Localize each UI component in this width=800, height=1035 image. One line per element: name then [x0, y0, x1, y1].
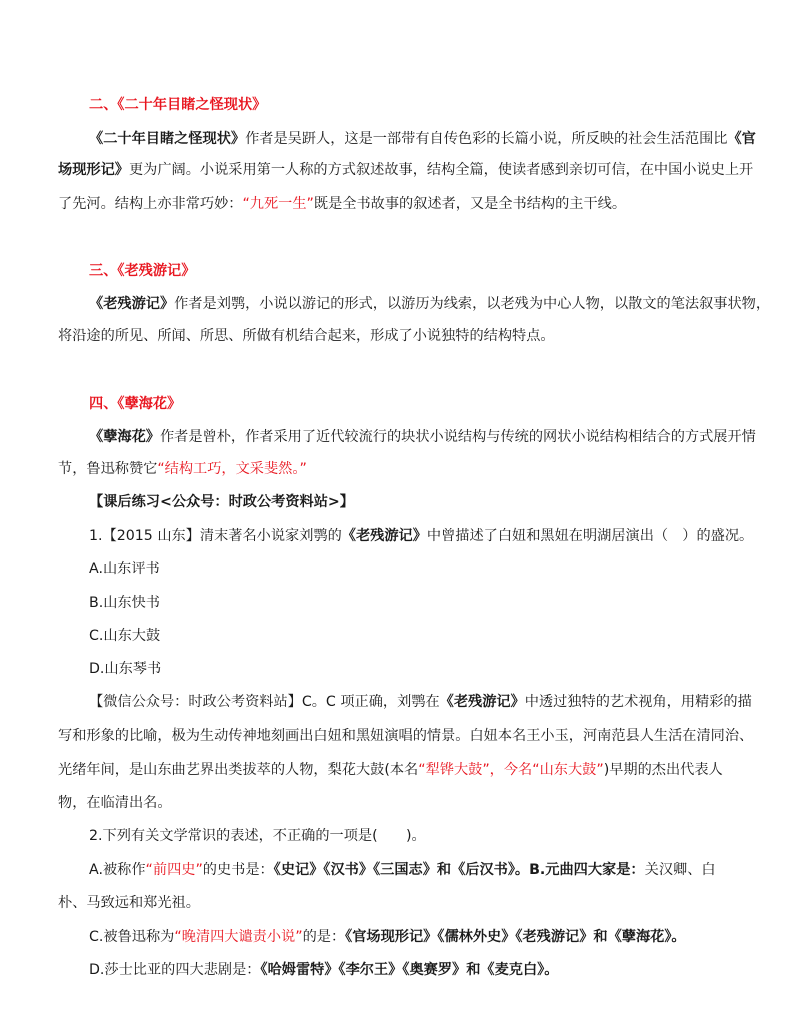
text-run: )早期的杰出代表人: [603, 762, 723, 778]
text-run: 写和形象的比喻，极为生动传神地刻画出白妞和黑妞演唱的情景。白妞本名王小玉，河南范县人生活在清同治、: [58, 728, 754, 744]
paragraph-line: [89, 129, 756, 149]
text-run: 将沿途的所见、所闻、所思、所做有机结合起来，形成了小说独特的结构特点。: [58, 328, 555, 344]
text-run: 作者是曾朴，作者采用了近代较流行的块状小说结构与传统的网状小说结构相结合的方式展开情: [159, 429, 756, 445]
text-run: 中曾描述了白妞和黑妞在明湖居演出（ ）的盛况。: [426, 528, 754, 544]
text-run: “前四史”: [145, 862, 203, 878]
text-run: 更为广阔。小说采用第一人称的方式叙述故事，结构全篇，使读者感到亲切可信，在中国小说史上开: [128, 162, 754, 178]
text-run: 1.【2015 山东】清末著名小说家刘鹗的: [89, 528, 342, 544]
option-d: D.山东琴书: [89, 661, 162, 677]
option-b: B.山东快书: [89, 595, 160, 611]
text-run: 作者是刘鹗，小说以游记的形式，以游历为线索，以老残为中心人物，以散文的笔法叙事状物，: [174, 296, 771, 312]
text-run: 光绪年间，是山东曲艺界出类拔萃的人物，梨花大鼓(本名: [58, 762, 419, 778]
text-run: 【微信公众号：时政公考资料站】C。C 项正确，刘鹗在: [89, 694, 440, 710]
text-run: A.被称作: [89, 862, 146, 878]
text-run: 《官场现形记》《儒林外史》《老残游记》和《孽海花》。: [345, 929, 686, 945]
text-run: “结构工巧，文采斐然。”: [157, 461, 307, 477]
text-run: 《孽海花》: [89, 429, 160, 445]
text-run: 《哈姆雷特》《李尔王》《奥赛罗》和《麦克白》。: [260, 962, 559, 978]
paragraph-line: [58, 194, 626, 214]
text-run: 《官: [727, 131, 756, 147]
text-run: 《老残游记》: [439, 694, 525, 710]
paragraph-line: [58, 160, 753, 180]
text-run: “犁铧大鼓”，今名“山东大鼓”: [418, 762, 604, 778]
option-c: C.山东大鼓: [89, 628, 161, 644]
text-run: 2.下列有关文学常识的表述，不正确的一项是( )。: [89, 828, 426, 844]
answer-line: [58, 793, 172, 813]
paragraph-line: [58, 326, 555, 346]
text-run: 的史书是：: [202, 862, 274, 878]
answer-line: [58, 760, 723, 780]
option-c: [89, 927, 686, 947]
answer-line: [89, 692, 752, 712]
option-a-line: [58, 893, 200, 913]
text-run: 物，在临清出名。: [58, 795, 172, 811]
text-run: 场现形记》: [58, 162, 129, 178]
text-run: C.被鲁迅称为: [89, 929, 175, 945]
answer-line: [58, 726, 753, 746]
text-run: 既是全书故事的叙述者，又是全书结构的主干线。: [313, 196, 627, 212]
section-heading: 三、《老残游记》: [89, 263, 196, 279]
text-run: D.莎士比亚的四大悲剧是：: [89, 962, 261, 978]
question-1-stem: [89, 526, 753, 546]
section-heading: 四、《孽海花》: [89, 396, 182, 412]
option-d: [89, 960, 558, 980]
text-run: 《二十年目睹之怪现状》: [89, 131, 246, 147]
text-run: 《老残游记》: [89, 296, 175, 312]
text-run: 《老残游记》: [341, 528, 427, 544]
paragraph-line: [58, 459, 307, 479]
text-run: 朴、马致远和郑光祖。: [58, 895, 200, 911]
option-a: A.山东评书: [89, 561, 160, 577]
paragraph-line: [89, 294, 770, 314]
practice-title: 【课后练习<公众号：时政公考资料站>】: [89, 494, 354, 510]
paragraph-line: [89, 427, 756, 447]
text-run: “晚清四大谴责小说”: [174, 929, 303, 945]
text-run: 作者是吴趼人，这是一部带有自传色彩的长篇小说，所反映的社会生活范围比: [245, 131, 728, 147]
text-run: 中透过独特的艺术视角，用精彩的描: [524, 694, 752, 710]
question-2-stem: [89, 826, 426, 846]
text-run: 了先河。结构上亦非常巧妙：: [58, 196, 243, 212]
text-run: “九死一生”: [242, 196, 314, 212]
text-run: 《史记》《汉书》《三国志》和《后汉书》。B.元曲四大家是：: [273, 862, 645, 878]
text-run: 关汉卿、白: [644, 862, 716, 878]
section-heading: 二、《二十年目睹之怪现状》: [89, 97, 267, 113]
option-a-line: [89, 860, 716, 880]
text-run: 节，鲁迅称赞它: [58, 461, 158, 477]
text-run: 的是：: [302, 929, 346, 945]
